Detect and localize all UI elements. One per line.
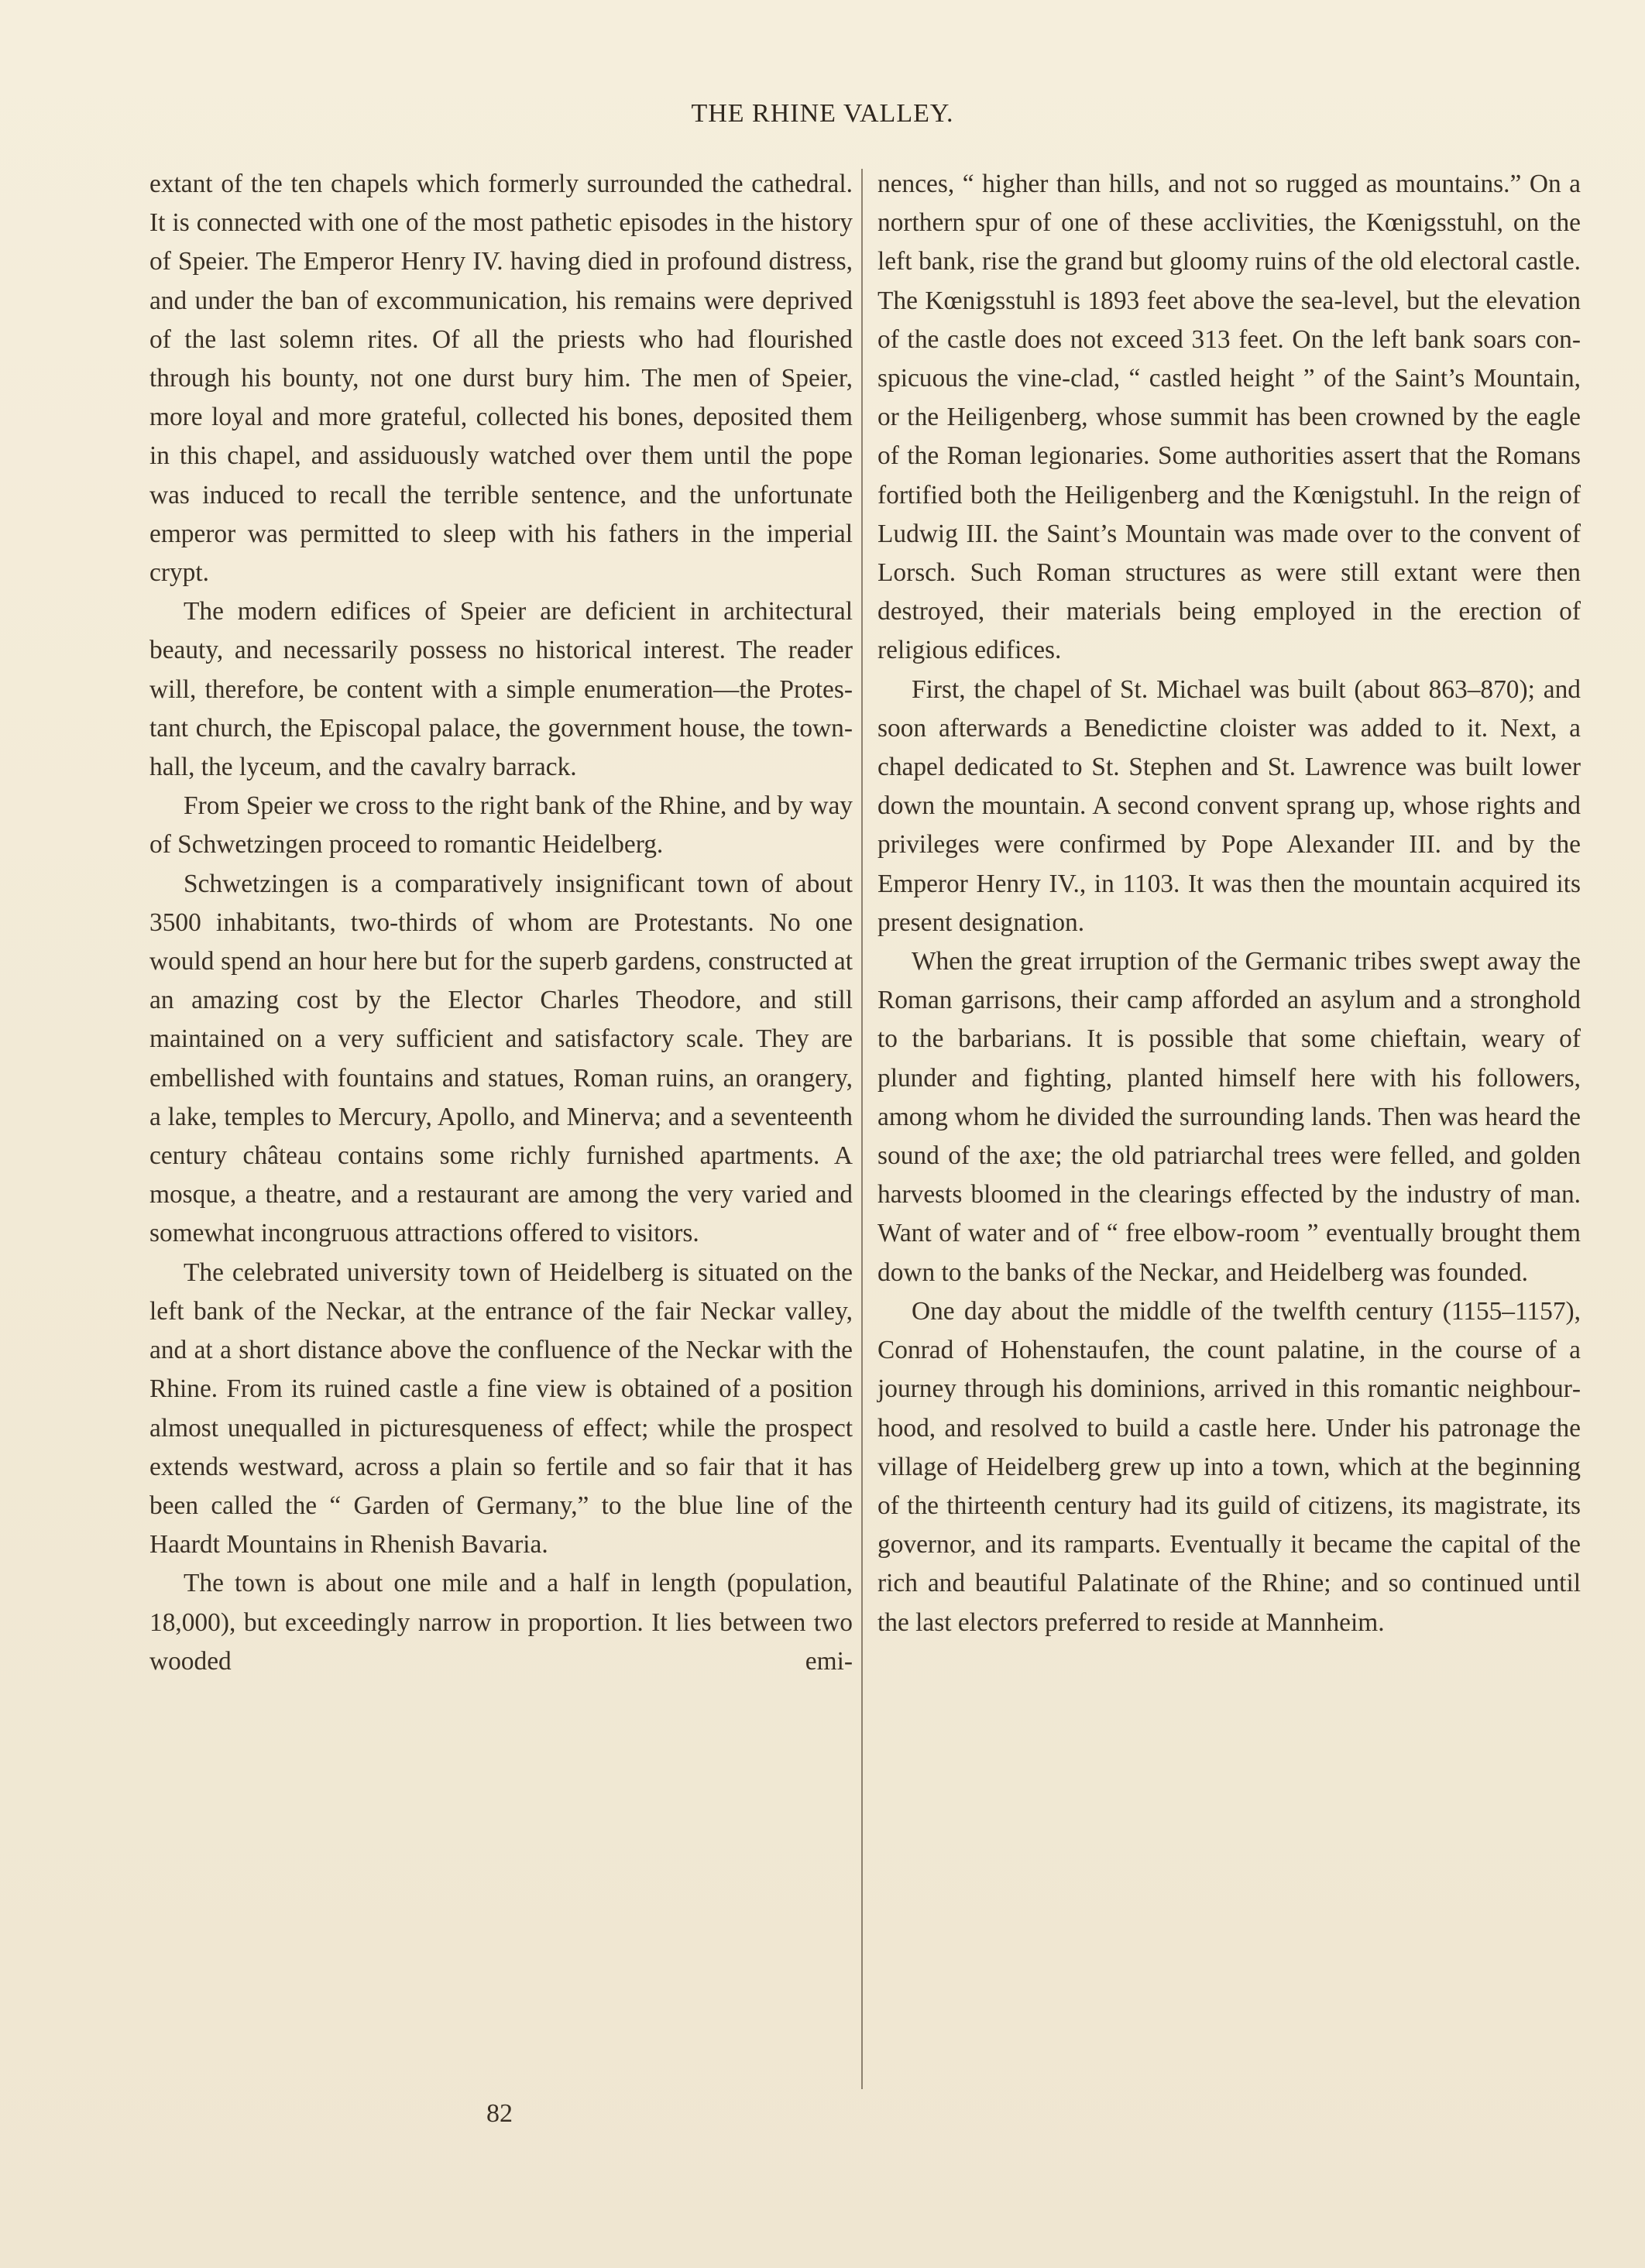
paragraph: First, the chapel of St. Michael was built (about 863–870); and soon afterwards a Benedictine cloister was added to it. Next, a chapel dedicated to St. Stephen and St. Lawrence was built lower down the mountain. A second convent sprang up, whose rights and privileges were confirmed by Pope Alexander III. and by the Emperor Henry IV., in 1103. It was then the mountain acquired its present designation. bbox=[877, 674, 1581, 937]
paragraph: nences, “ higher than hills, and not so rugged as mountains.” On a northern spur of one of these acclivities, the Kœnigsstuhl, on the left bank, rise the grand but gloomy ruins of the old electoral castle. The Kœnigsstuhl is 1893 feet above the sea-level, but the elevation of the castle does not exceed 313 feet. On the left bank soars conspicuous the vine-clad, “ castled height ” of the Saint’s Mountain, or the Heiligenberg, whose summit has been crowned by the eagle of the Roman legionaries. Some authorities assert that the Romans fortified both the Heiligenberg and the Kœnigstuhl. In the reign of Ludwig III. the Saint’s Mountain was made over to the convent of Lorsch. Such Roman structures as were still extant were then destroyed, their materials being employed in the erection of religious edifices. bbox=[877, 170, 1581, 665]
right-column bbox=[877, 165, 1581, 1642]
paragraph: The modern edifices of Speier are deficient in architectural beauty, and necessarily possess no historical interest. The reader will, therefore, be content with a simple enumeration—the Protestant church, the Episcopal palace, the government house, the town-hall, the lyceum, and the cavalry barrack. bbox=[149, 597, 853, 782]
paragraph: extant of the ten chapels which formerly surrounded the cathedral. It is connected with one of the most pathetic episodes in the history of Speier. The Emperor Henry IV. having died in profound distress, and under the ban of excommunication, his remains were deprived of the last solemn rites. Of all the priests who had flourished through his bounty, not one durst bury him. The men of Speier, more loyal and more grateful, collected his bones, deposited them in this chapel, and assiduously watched over them until the pope was induced to recall the terrible sentence, and the unfortunate emperor was permitted to sleep with his fathers in the imperial crypt. bbox=[149, 170, 853, 588]
paragraph: When the great irruption of the Germanic tribes swept away the Roman garrisons, their camp afforded an asylum and a stronghold to the barbarians. It is possible that some chieftain, weary of plunder and fighting, planted himself here with his followers, among whom he divided the surrounding lands. Then was heard the sound of the axe; the old patriarchal trees were felled, and golden harvests bloomed in the clearings effected by the industry of man. Want of water and of “ free elbow-room ” eventually brought them down to the banks of the Neckar, and Heidelberg was founded. bbox=[877, 947, 1581, 1287]
running-head: THE RHINE VALLEY. bbox=[691, 99, 954, 128]
column-rule bbox=[861, 169, 863, 2089]
paragraph: The celebrated university town of Heidelberg is situated on the left bank of the Neckar, at the entrance of the fair Neckar valley, and at a short distance above the confluence of the Neckar with the Rhine. From its ruined castle a fine view is obtained of a position almost unequalled in picturesqueness of effect; while the prospect extends westward, across a plain so fertile and so fair that it has been called the “ Garden of Germany,” to the blue line of the Haardt Mountains in Rhenish Bavaria. bbox=[149, 1258, 853, 1559]
paragraph: Schwetzingen is a comparatively insignificant town of about 3500 inhabitants, two-thirds of whom are Protestants. No one would spend an hour here but for the superb gardens, constructed at an amazing cost by the Elector Charles Theodore, and still maintained on a very sufficient and satisfactory scale. They are embellished with fountains and statues, Roman ruins, an orangery, a lake, temples to Mercury, Apollo, and Minerva; and a seventeenth century château contains some richly furnished apartments. A mosque, a theatre, and a restaurant are among the very varied and somewhat incongruous attractions offered to visitors. bbox=[149, 869, 853, 1248]
left-column bbox=[149, 165, 853, 1681]
paragraph: One day about the middle of the twelfth century (1155–1157), Conrad of Hohenstaufen, the count palatine, in the course of a journey through his dominions, arrived in this romantic neighbourhood, and resolved to build a castle here. Under his patronage the village of Heidelberg grew up into a town, which at the beginning of the thirteenth century had its guild of citizens, its magistrate, its governor, and its ramparts. Eventually it became the capital of the rich and beautiful Palatinate of the Rhine; and so continued until the last electors preferred to reside at Mannheim. bbox=[877, 1296, 1581, 1637]
page-number: 82 bbox=[486, 2099, 513, 2128]
paragraph: From Speier we cross to the right bank of the Rhine, and by way of Schwetzingen proceed to romantic Heidelberg. bbox=[149, 791, 853, 860]
paragraph: The town is about one mile and a half in length (population, 18,000), but exceedingly narrow in proportion. It lies between two wooded emi- bbox=[149, 1569, 853, 1676]
